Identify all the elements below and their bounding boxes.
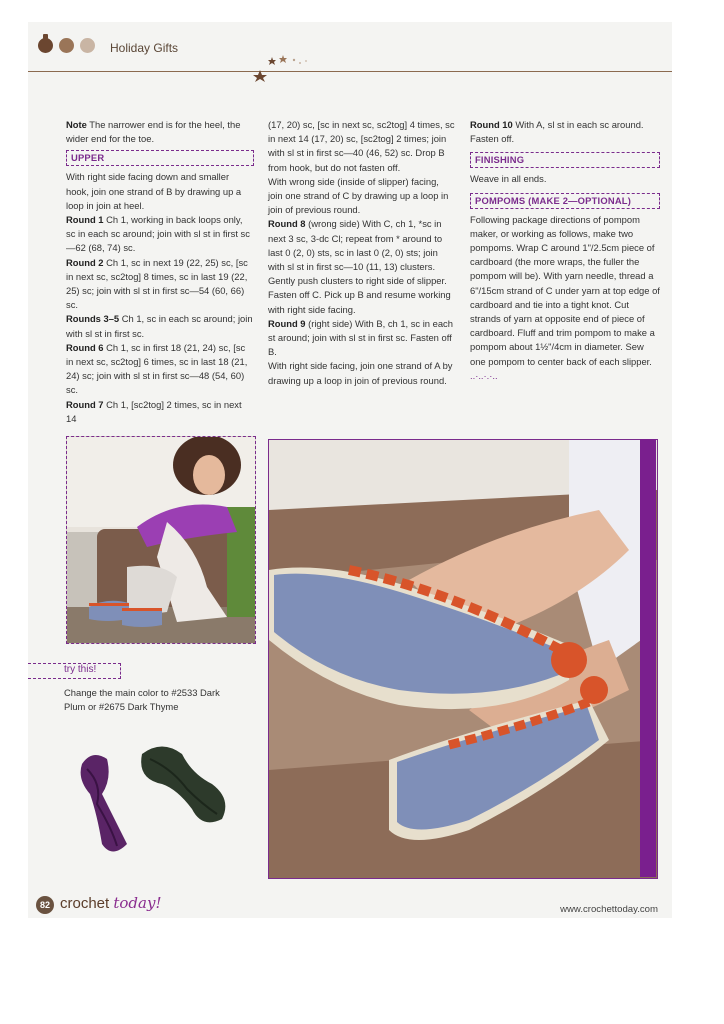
pompoms-text: Following package directions of pompom maker, or working as follows, make two pompoms. Wrap C around 1"/2.5cm piece of cardboard (the more wraps, the fuller the pompom will be). With yarn needle, thread a 6"/15cm strand of C under yarn at top edge of cardboard and tie into a tight knot. Cut strands of yarn at opposite end of piece of cardboard. Fluff and trim pompom to make a pompom about 1½"/4cm in diameter. Sew one pompom to center back of each slipper. bbox=[470, 213, 660, 367]
accent-bar bbox=[640, 439, 656, 877]
round-text: Ch 1, sc in next 19 (22, 25) sc, [sc in next sc, sc2tog] 8 times, sc in last 19 (22, 25) sc; join with sl st in first sc—54 (60, 66) sc. bbox=[66, 256, 248, 311]
model-photo-art bbox=[67, 437, 255, 643]
round-label: Round 6 bbox=[66, 341, 104, 353]
text-column-3 bbox=[470, 118, 660, 383]
dot-icon bbox=[80, 38, 95, 53]
yarn-swatches bbox=[72, 734, 242, 864]
instruction-text: With wrong side (inside of slipper) facing, join one strand of C by drawing up a loop in join of previous round. bbox=[268, 175, 449, 216]
logo-word: crochet bbox=[60, 895, 110, 912]
plum-yarn-icon bbox=[81, 755, 127, 852]
text-column-2 bbox=[268, 118, 456, 388]
round-text: Ch 1, sc in each sc around; join with sl st in first sc. bbox=[66, 313, 253, 339]
try-this-text: Change the main color to #2533 Dark Plum or #2675 Dark Thyme bbox=[64, 687, 220, 712]
round-text: With A, sl st in each sc around. Fasten off. bbox=[470, 119, 644, 145]
slippers-photo bbox=[268, 439, 658, 879]
ornament-icon bbox=[38, 38, 53, 53]
note-text: The narrower end is for the heel, the wider end for the toe. bbox=[66, 119, 241, 145]
round-text: Ch 1, sc in first 18 (21, 24) sc, [sc in next sc, sc2tog] 6 times, sc in last 18 (21, 24) sc; join with sl st in first sc—48 (54, 60) sc. bbox=[66, 341, 248, 396]
upper-heading: UPPER bbox=[66, 150, 254, 166]
round-label: Round 1 bbox=[66, 214, 104, 226]
round-text: (wrong side) With C, ch 1, *sc in next 3 sc, 3-dc Cl; repeat from * around to last 0 (2, 0) sts, sc in last 0 (2, 0) sts; join with sl st in first sc—10 (11, 13) clusters. Gently push clusters to right side of slipper. Fasten off C. Pick up B and resume working with right side facing. bbox=[268, 218, 451, 315]
upper-intro: With right side facing down and smaller hook, join one strand of B by drawing up a loop in join at heel. bbox=[66, 171, 242, 211]
round-text: (right side) With B, ch 1, sc in each st around; join with sl st in first sc. Fasten off B. bbox=[268, 317, 453, 358]
website-url[interactable]: www.crochettoday.com bbox=[560, 904, 658, 915]
round-label: Round 9 bbox=[268, 317, 306, 329]
magazine-logo bbox=[60, 894, 161, 912]
note-label: Note bbox=[66, 119, 87, 130]
page-number: 82 bbox=[36, 896, 54, 914]
thyme-yarn-icon bbox=[141, 747, 225, 823]
round-text: Ch 1, working in back loops only, sc in each sc around; join with sl st in first sc—62 (68, 74) sc. bbox=[66, 214, 250, 254]
finishing-heading: FINISHING bbox=[470, 152, 660, 168]
stars-icon bbox=[250, 52, 320, 82]
finishing-text: Weave in all ends. bbox=[470, 173, 547, 185]
logo-word: today! bbox=[113, 894, 162, 912]
try-this-label: try this! bbox=[64, 664, 97, 675]
round-label: Rounds 3–5 bbox=[66, 313, 120, 325]
round-label: Round 8 bbox=[268, 218, 306, 230]
section-title: Holiday Gifts bbox=[110, 41, 179, 55]
magazine-page bbox=[28, 22, 672, 918]
dot-icon bbox=[59, 38, 74, 53]
model-photo bbox=[66, 436, 256, 644]
ornament-dots bbox=[38, 38, 95, 53]
round-text: Ch 1, [sc2tog] 2 times, sc in next 14 bbox=[66, 398, 242, 424]
round-label: Round 10 bbox=[470, 119, 513, 130]
round-text: (17, 20) sc, [sc in next sc, sc2tog] 4 times, sc in next 14 (17, 20) sc, [sc2tog] 2 times; join with sl st in first sc—40 (46, 52) sc. Drop B from hook, but do not fasten off. bbox=[268, 119, 455, 173]
instruction-text: With right side facing, join one strand of A by drawing up a loop in join of previous round. bbox=[268, 360, 453, 386]
round-label: Round 7 bbox=[66, 398, 104, 410]
text-column-1 bbox=[66, 118, 254, 426]
header-divider bbox=[28, 71, 672, 72]
end-flourish: ..·..·.·.. bbox=[470, 369, 498, 381]
slippers-photo-art bbox=[269, 440, 657, 878]
pompoms-heading: POMPOMS (MAKE 2—OPTIONAL) bbox=[470, 193, 660, 209]
round-label: Round 2 bbox=[66, 256, 104, 268]
